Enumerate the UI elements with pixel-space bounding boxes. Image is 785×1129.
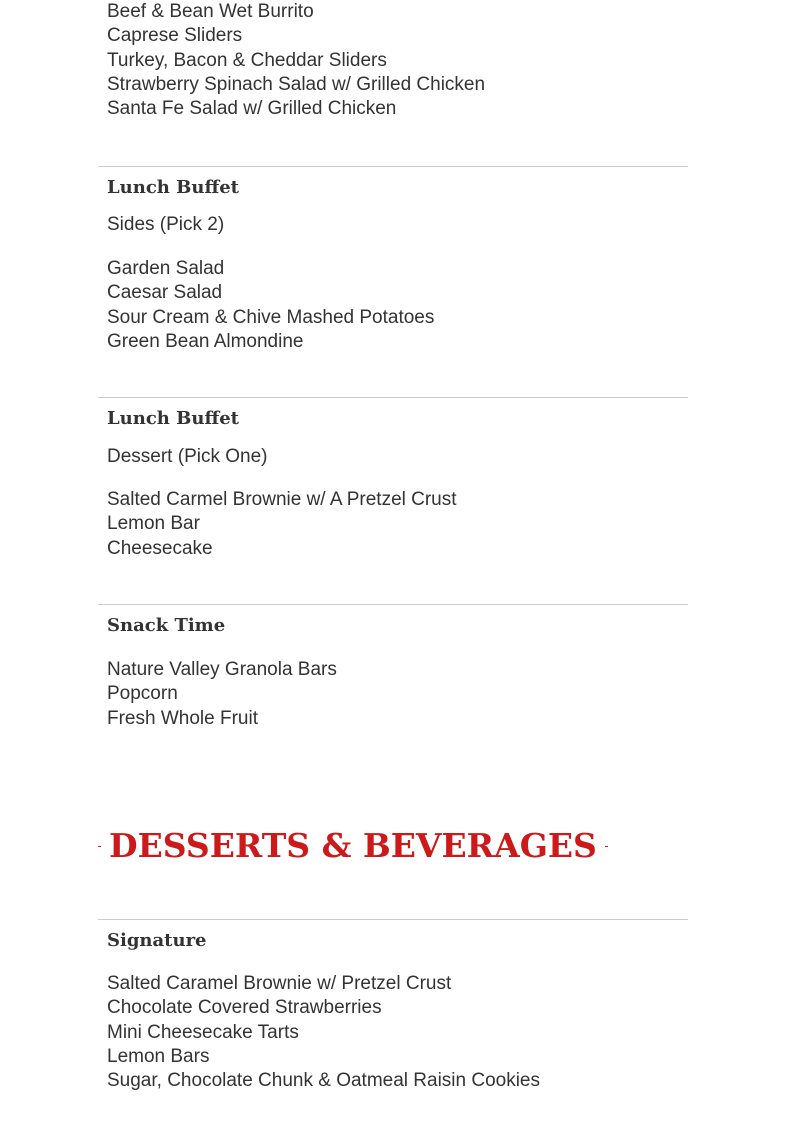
list-item: Beef & Bean Wet Burrito: [107, 1, 314, 22]
entrees-list: [98, 0, 485, 121]
list-item: Lemon Bars: [107, 1045, 210, 1067]
list-item: Sour Cream & Chive Mashed Potatoes: [107, 306, 435, 328]
list-item: Fresh Whole Fruit: [107, 707, 258, 729]
list-item: Nature Valley Granola Bars: [107, 659, 337, 680]
list-item: Chocolate Covered Strawberries: [107, 997, 382, 1019]
list-item: Mini Cheesecake Tarts: [107, 1021, 299, 1043]
category-heading-text: DESSERTS & BEVERAGES: [109, 826, 597, 865]
list-item: Green Bean Almondine: [107, 330, 304, 352]
heading-accent-right: [605, 846, 608, 847]
list-item: Popcorn: [107, 683, 178, 705]
dessert-list: [98, 488, 457, 561]
section-title: Snack Time: [107, 615, 226, 636]
list-item: Caesar Salad: [107, 282, 223, 304]
section-divider: [98, 604, 688, 605]
section-title: Signature: [107, 930, 207, 951]
list-item: Cheesecake: [107, 537, 213, 559]
list-item: Strawberry Spinach Salad w/ Grilled Chicken: [107, 73, 486, 95]
list-item: Salted Caramel Brownie w/ Pretzel Crust: [107, 973, 452, 994]
heading-accent-left: [98, 846, 101, 847]
section-divider: [98, 919, 688, 920]
section-divider: [98, 166, 688, 167]
list-item: Turkey, Bacon & Cheddar Sliders: [107, 49, 387, 71]
section-title: Lunch Buffet: [107, 177, 239, 198]
section-divider: [98, 397, 688, 398]
snack-list: [98, 658, 337, 731]
list-item: Lemon Bar: [107, 513, 200, 535]
list-item: Garden Salad: [107, 258, 225, 279]
list-item: Santa Fe Salad w/ Grilled Chicken: [107, 98, 397, 120]
section-title: Lunch Buffet: [107, 408, 239, 429]
signature-list: [98, 972, 540, 1093]
list-item: Caprese Sliders: [107, 25, 243, 47]
list-item: Salted Carmel Brownie w/ A Pretzel Crust: [107, 489, 457, 510]
section-subhead: Sides (Pick 2): [107, 214, 225, 235]
sides-list: [98, 257, 434, 354]
category-heading: [98, 826, 616, 866]
section-subhead: Dessert (Pick One): [107, 446, 268, 467]
list-item: Sugar, Chocolate Chunk & Oatmeal Raisin Cookies: [107, 1070, 541, 1092]
